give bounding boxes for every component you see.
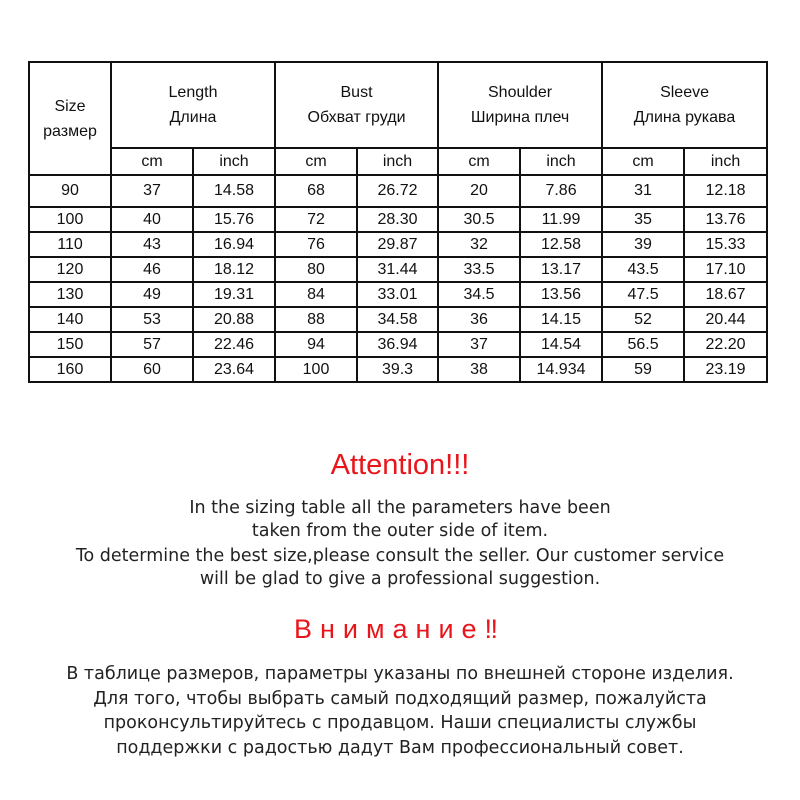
table-cell: 46 bbox=[111, 257, 193, 282]
table-cell: 13.56 bbox=[520, 282, 602, 307]
notice-en-line: will be glad to give a professional suggestion. bbox=[199, 569, 601, 589]
table-cell: 30.5 bbox=[438, 207, 520, 232]
header-size: Size размер bbox=[29, 62, 111, 175]
notice-en-line: In the sizing table all the parameters have been bbox=[189, 498, 611, 518]
table-cell: 72 bbox=[275, 207, 357, 232]
table-cell: 20.88 bbox=[193, 307, 275, 332]
notice-ru-line: В таблице размеров, параметры указаны по внешней стороне изделия. bbox=[66, 664, 734, 684]
notice-en-line: To determine the best size,please consult the seller. Our customer service bbox=[75, 546, 725, 566]
table-cell: 34.58 bbox=[357, 307, 438, 332]
table-cell: 56.5 bbox=[602, 332, 684, 357]
table-cell: 84 bbox=[275, 282, 357, 307]
table-cell: 33.01 bbox=[357, 282, 438, 307]
table-cell: 11.99 bbox=[520, 207, 602, 232]
unit-cell: inch bbox=[357, 148, 438, 175]
table-cell: 18.67 bbox=[684, 282, 767, 307]
notice-ru-line: поддержки с радостью дадут Вам профессиональный совет. bbox=[116, 737, 684, 758]
table-row bbox=[29, 282, 767, 307]
table-cell: 35 bbox=[602, 207, 684, 232]
table-cell: 100 bbox=[29, 207, 111, 232]
table-row bbox=[29, 207, 767, 232]
size-chart-table bbox=[28, 61, 768, 383]
table-cell: 31 bbox=[602, 175, 684, 207]
table-cell: 68 bbox=[275, 175, 357, 207]
table-cell: 36 bbox=[438, 307, 520, 332]
table-cell: 110 bbox=[29, 232, 111, 257]
units-row bbox=[29, 148, 767, 175]
table-cell: 33.5 bbox=[438, 257, 520, 282]
table-cell: 32 bbox=[438, 232, 520, 257]
table-cell: 22.20 bbox=[684, 332, 767, 357]
table-cell: 76 bbox=[275, 232, 357, 257]
unit-cell: cm bbox=[275, 148, 357, 175]
table-cell: 34.5 bbox=[438, 282, 520, 307]
table-cell: 19.31 bbox=[193, 282, 275, 307]
table-cell: 160 bbox=[29, 357, 111, 382]
notice-ru-text bbox=[0, 662, 800, 760]
table-row bbox=[29, 332, 767, 357]
table-cell: 40 bbox=[111, 207, 193, 232]
table-row bbox=[29, 257, 767, 282]
table-cell: 140 bbox=[29, 307, 111, 332]
unit-cell: cm bbox=[602, 148, 684, 175]
table-cell: 23.19 bbox=[684, 357, 767, 382]
table-cell: 88 bbox=[275, 307, 357, 332]
table-cell: 47.5 bbox=[602, 282, 684, 307]
table-cell: 43.5 bbox=[602, 257, 684, 282]
table-cell: 7.86 bbox=[520, 175, 602, 207]
header-shoulder: Shoulder Ширина плеч bbox=[438, 62, 602, 148]
table-cell: 53 bbox=[111, 307, 193, 332]
table-cell: 94 bbox=[275, 332, 357, 357]
table-cell: 26.72 bbox=[357, 175, 438, 207]
table-cell: 37 bbox=[111, 175, 193, 207]
table-cell: 90 bbox=[29, 175, 111, 207]
notice-ru-line: Для того, чтобы выбрать самый подходящий размер, пожалуйста bbox=[93, 688, 707, 709]
table-cell: 100 bbox=[275, 357, 357, 382]
table-cell: 150 bbox=[29, 332, 111, 357]
header-bust: Bust Обхват груди bbox=[275, 62, 438, 148]
table-cell: 120 bbox=[29, 257, 111, 282]
table-cell: 29.87 bbox=[357, 232, 438, 257]
table-cell: 15.33 bbox=[684, 232, 767, 257]
table-cell: 20.44 bbox=[684, 307, 767, 332]
table-cell: 80 bbox=[275, 257, 357, 282]
table-cell: 59 bbox=[602, 357, 684, 382]
table-cell: 16.94 bbox=[193, 232, 275, 257]
table-cell: 57 bbox=[111, 332, 193, 357]
unit-cell: inch bbox=[520, 148, 602, 175]
table-cell: 13.76 bbox=[684, 207, 767, 232]
attention-title-ru: Внимание‼ bbox=[293, 614, 507, 644]
header-sleeve: Sleeve Длина рукава bbox=[602, 62, 767, 148]
table-cell: 39 bbox=[602, 232, 684, 257]
table-cell: 14.58 bbox=[193, 175, 275, 207]
attention-title: Attention!!! bbox=[330, 449, 470, 481]
table-cell: 130 bbox=[29, 282, 111, 307]
table-cell: 52 bbox=[602, 307, 684, 332]
table-cell: 60 bbox=[111, 357, 193, 382]
table-cell: 12.18 bbox=[684, 175, 767, 207]
table-cell: 17.10 bbox=[684, 257, 767, 282]
table-cell: 15.76 bbox=[193, 207, 275, 232]
table-cell: 18.12 bbox=[193, 257, 275, 282]
table-row bbox=[29, 175, 767, 207]
unit-cell: inch bbox=[684, 148, 767, 175]
table-row bbox=[29, 307, 767, 332]
table-cell: 12.58 bbox=[520, 232, 602, 257]
unit-cell: inch bbox=[193, 148, 275, 175]
table-cell: 36.94 bbox=[357, 332, 438, 357]
notice-ru-line: проконсультируйтесь с продавцом. Наши специалисты службы bbox=[103, 713, 697, 733]
header-row bbox=[29, 62, 767, 148]
table-cell: 20 bbox=[438, 175, 520, 207]
table-cell: 49 bbox=[111, 282, 193, 307]
table-row bbox=[29, 357, 767, 382]
table-cell: 13.17 bbox=[520, 257, 602, 282]
table-row bbox=[29, 232, 767, 257]
table-cell: 28.30 bbox=[357, 207, 438, 232]
unit-cell: cm bbox=[438, 148, 520, 175]
unit-cell: cm bbox=[111, 148, 193, 175]
header-length: Length Длина bbox=[111, 62, 275, 148]
table-cell: 31.44 bbox=[357, 257, 438, 282]
table-cell: 38 bbox=[438, 357, 520, 382]
notice-en-line: taken from the outer side of item. bbox=[251, 521, 549, 541]
table-cell: 43 bbox=[111, 232, 193, 257]
table-cell: 14.15 bbox=[520, 307, 602, 332]
table-cell: 14.54 bbox=[520, 332, 602, 357]
table-cell: 23.64 bbox=[193, 357, 275, 382]
table-cell: 39.3 bbox=[357, 357, 438, 382]
table-cell: 22.46 bbox=[193, 332, 275, 357]
table-cell: 14.934 bbox=[520, 357, 602, 382]
table-cell: 37 bbox=[438, 332, 520, 357]
